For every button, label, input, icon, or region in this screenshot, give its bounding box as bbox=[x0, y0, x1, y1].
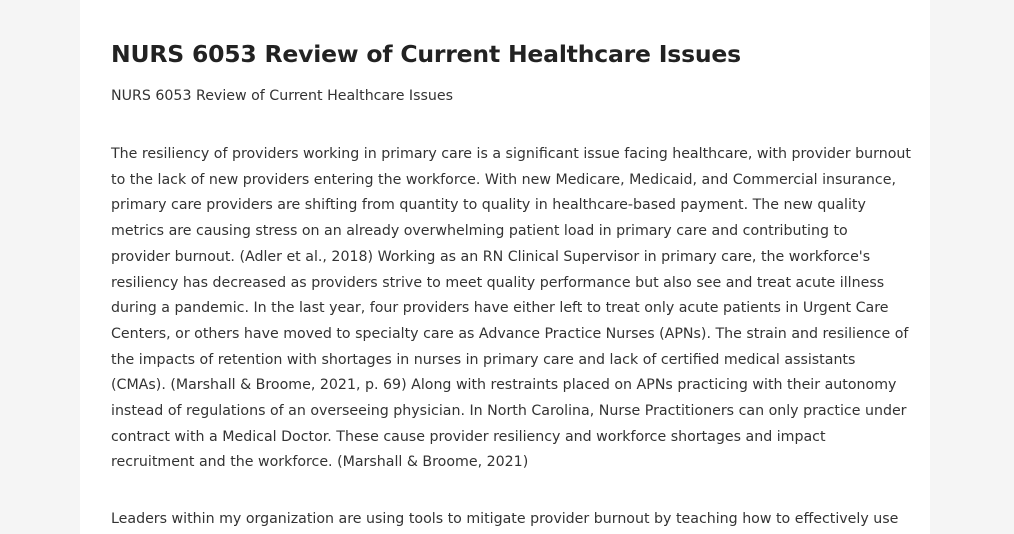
paragraph-1-line: during a pandemic. In the last year, four providers have either left to treat only acute patients in Urgent Care bbox=[111, 300, 889, 317]
paragraph-1-line: primary care providers are shifting from quantity to quality in healthcare-based payment. The new quality bbox=[111, 197, 866, 214]
page-subtitle: NURS 6053 Review of Current Healthcare Issues bbox=[111, 88, 454, 104]
paragraph-1-line: instead of regulations of an overseeing physician. In North Carolina, Nurse Practitioners can only practice under bbox=[111, 403, 907, 420]
paragraph-1-line: provider burnout. (Adler et al., 2018) Working as an RN Clinical Supervisor in primary care, the workforce's bbox=[111, 248, 871, 265]
paragraph-1 bbox=[111, 142, 911, 476]
paragraph-2: Leaders within my organization are using tools to mitigate provider burnout by teaching how to effectively use bbox=[111, 511, 899, 527]
paragraph-1-line: the impacts of retention with shortages in nurses in primary care and lack of certified medical assistants bbox=[111, 351, 856, 368]
paragraph-1-line: Centers, or others have moved to specialty care as Advance Practice Nurses (APNs). The strain and resilience of bbox=[111, 325, 909, 342]
paragraph-1-line: recruitment and the workforce. (Marshall & Broome, 2021) bbox=[111, 454, 529, 471]
paragraph-1-line: to the lack of new providers entering the workforce. With new Medicare, Medicaid, and Commercial insurance, bbox=[111, 171, 896, 188]
article-page bbox=[80, 0, 930, 534]
paragraph-1-line: contract with a Medical Doctor. These cause provider resiliency and workforce shortages and impact bbox=[111, 428, 826, 445]
paragraph-1-line: The resiliency of providers working in primary care is a significant issue facing healthcare, with provider burnout bbox=[111, 146, 911, 162]
paragraph-1-line: resiliency has decreased as providers strive to meet quality performance but also see and treat acute illness bbox=[111, 274, 885, 291]
page-title: NURS 6053 Review of Current Healthcare Issues bbox=[111, 40, 741, 68]
paragraph-1-line: (CMAs). (Marshall & Broome, 2021, p. 69) Along with restraints placed on APNs practicing with their autonomy bbox=[111, 377, 897, 394]
paragraph-1-line: metrics are causing stress on an already overwhelming patient load in primary care and contributing to bbox=[111, 223, 848, 240]
